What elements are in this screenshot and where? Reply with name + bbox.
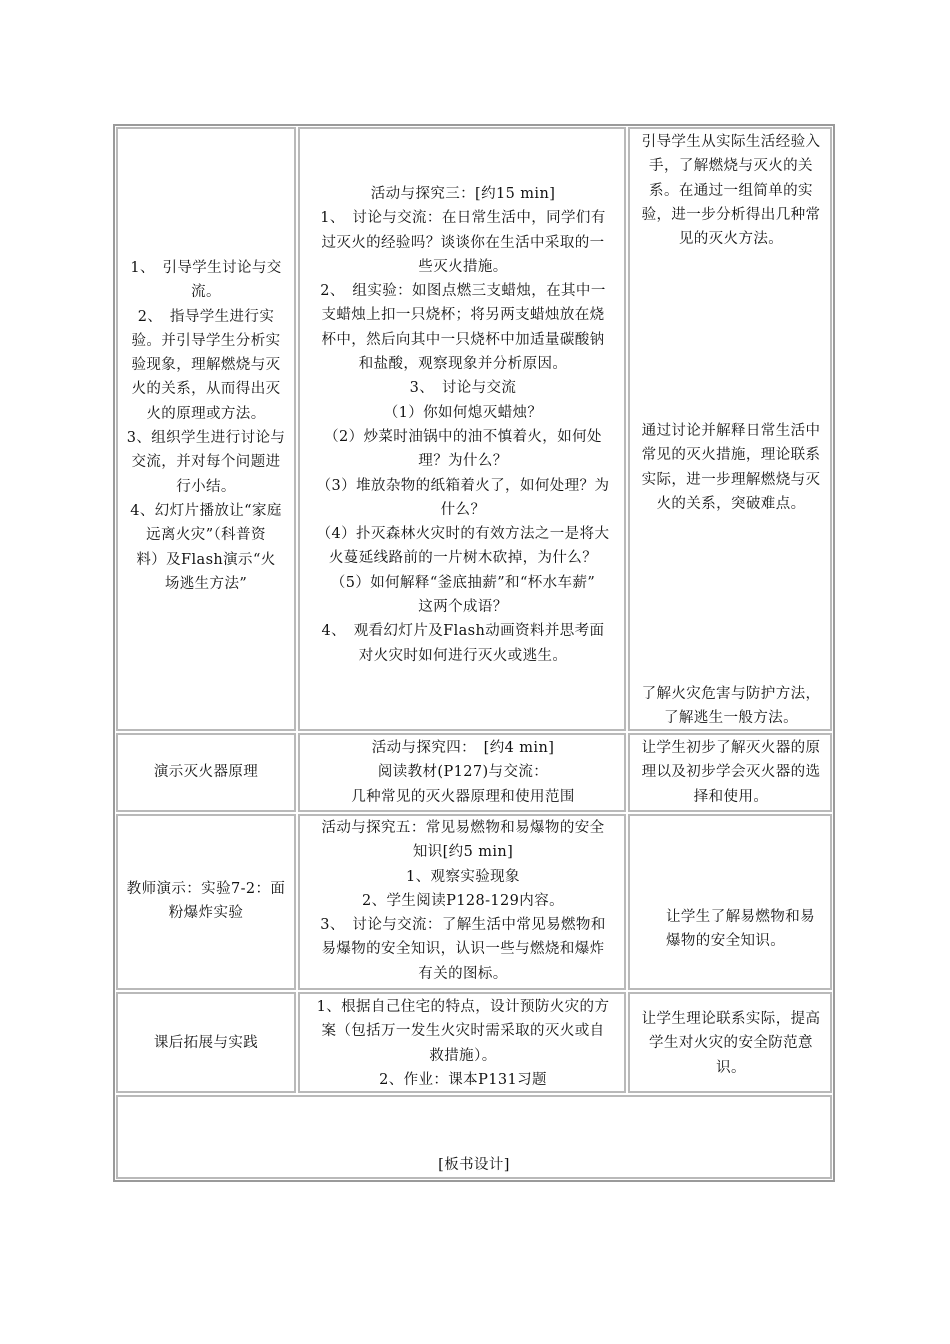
text-line: 4、幻灯片播放让“家庭: [130, 502, 282, 519]
text-line: 这两个成语？: [418, 599, 508, 616]
text-line: 验，进一步分析得出几种常: [641, 206, 821, 223]
row3-teacher-activity-text: [118, 877, 294, 926]
text-line: 1、 引导学生讨论与交: [130, 260, 282, 276]
text-line: 粉爆炸实验: [168, 905, 244, 922]
row4-intent-text: [629, 1007, 833, 1080]
row3-intent-text: [666, 905, 834, 954]
text-line: 些灭火措施。: [418, 258, 508, 275]
row1-teacher-activity-text: [118, 256, 294, 596]
text-line: 了解逃生一般方法。: [663, 710, 799, 727]
text-line: 流。: [191, 284, 221, 301]
text-line: 1、根据自己住宅的特点，设计预防火灾的方: [316, 999, 610, 1015]
text-line: 活动与探究四： [约4 min]: [371, 740, 555, 756]
text-line: 杯中，然后向其中一只烧杯中加适量碳酸钠: [321, 331, 605, 348]
board-design-label: [板书设计]: [438, 1157, 510, 1173]
text-line: 火的关系，从而得出灭: [131, 381, 281, 398]
text-line: 择和使用。: [693, 788, 769, 805]
text-line: 救措施）。: [429, 1047, 497, 1064]
text-line: 2、 组实验：如图点燃三支蜡烛，在其中一: [320, 283, 606, 300]
row1-student-activity-text: [300, 182, 626, 668]
text-line: 远离火灾”（科普资: [146, 527, 266, 544]
text-line: （2）炒菜时油锅中的油不慎着火，如何处: [324, 428, 602, 445]
row2-student-activity-text: [300, 736, 626, 809]
text-line: 场逃生方法”: [164, 575, 248, 592]
text-line: 3、组织学生进行讨论与: [126, 430, 286, 447]
text-line: 验。并引导学生分析实: [131, 332, 281, 349]
text-line: 实际，进一步理解燃烧与灭: [641, 471, 821, 488]
text-line: 手，了解燃烧与灭火的关: [649, 158, 813, 175]
text-line: 3、 讨论与交流：了解生活中常见易燃物和: [320, 917, 606, 934]
text-line: （4）扑灭森林火灾时的有效方法之一是将大: [316, 526, 610, 543]
text-line: 活动与探究五：常见易燃物和易爆物的安全: [321, 820, 605, 836]
row2-intent-text: [629, 736, 833, 809]
text-line: 让学生理论联系实际，提高: [641, 1011, 821, 1027]
text-line: 有关的图标。: [418, 965, 508, 982]
text-line: 了解火灾危害与防护方法，: [641, 686, 821, 702]
row4-student-activity-text: [300, 995, 626, 1092]
row3-design-intent-cell: [628, 814, 832, 990]
text-line: 几种常见的灭火器原理和使用范围: [351, 788, 575, 805]
text-line: 火的关系，突破难点。: [656, 495, 806, 512]
text-line: （1）你如何熄灭蜡烛？: [383, 404, 543, 421]
text-line: 知识[约5 min]: [412, 844, 514, 861]
text-line: 让学生初步了解灭火器的原: [641, 740, 821, 756]
text-line: 火蔓延线路前的一片树木砍掉，为什么？: [328, 550, 598, 567]
text-line: 火的原理或方法。: [146, 405, 266, 422]
text-line: 支蜡烛上扣一只烧杯；将另两支蜡烛放在烧: [321, 307, 605, 324]
text-line: 理？为什么？: [418, 453, 508, 470]
text-line: 演示灭火器原理: [153, 764, 259, 780]
text-line: 验现象，理解燃烧与灭: [131, 357, 281, 374]
text-line: 料）及Flash演示“火: [136, 551, 276, 568]
text-line: 系。在通过一组简单的实: [649, 182, 813, 199]
row1-intent-text-a: [629, 130, 833, 251]
text-line: 课后拓展与实践: [153, 1035, 259, 1051]
text-line: 什么？: [440, 501, 486, 518]
text-line: 易爆物的安全知识，认识一些与燃烧和爆炸: [321, 941, 605, 958]
text-line: 1、 讨论与交流：在日常生活中，同学们有: [320, 210, 606, 227]
row4-teacher-activity-text: [118, 1031, 294, 1055]
text-line: 让学生了解易燃物和易: [666, 909, 815, 925]
text-line: 2、 指导学生进行实: [137, 308, 275, 325]
text-line: 和盐酸，观察现象并分析原因。: [358, 356, 568, 373]
text-line: 爆物的安全知识。: [666, 933, 786, 950]
text-line: 过灭火的经验吗？谈谈你在生活中采取的一: [321, 234, 605, 251]
row1-intent-text-c: [629, 682, 833, 731]
text-line: 4、 观看幻灯片及Flash动画资料并思考面: [321, 623, 605, 640]
text-line: 识。: [716, 1059, 746, 1076]
text-line: 教师演示：实验7-2：面: [126, 881, 286, 897]
text-line: 通过讨论并解释日常生活中: [641, 423, 821, 439]
text-line: 1、观察实验现象: [406, 868, 520, 885]
row1-intent-text-b: [629, 419, 833, 516]
text-line: 见的灭火方法。: [678, 231, 784, 248]
text-line: （5）如何解释“釜底抽薪”和“杯水车薪”: [330, 574, 596, 591]
text-line: 2、作业：课本P131习题: [379, 1071, 547, 1088]
text-line: 3、 讨论与交流: [409, 380, 517, 397]
text-line: 引导学生从实际生活经验入: [641, 134, 821, 150]
text-line: 学生对火灾的安全防范意: [649, 1035, 813, 1052]
text-line: 2、学生阅读P128-129内容。: [361, 892, 565, 909]
text-line: 行小结。: [176, 478, 236, 495]
text-line: 交流，并对每个问题进: [131, 454, 281, 471]
text-line: 活动与探究三：[约15 min]: [370, 186, 556, 202]
text-line: 理以及初步学会灭火器的选: [641, 764, 821, 781]
text-line: 对火灾时如何进行灭火或逃生。: [358, 647, 568, 664]
row2-teacher-activity-text: [118, 760, 294, 784]
text-line: （3）堆放杂物的纸箱着火了，如何处理？为: [316, 477, 610, 494]
text-line: 案（包括万一发生火灾时需采取的灭火或自: [321, 1023, 605, 1040]
text-line: 阅读教材(P127)与交流：: [377, 764, 549, 781]
row3-student-activity-text: [300, 816, 626, 986]
text-line: 常见的灭火措施，理论联系: [641, 447, 821, 464]
